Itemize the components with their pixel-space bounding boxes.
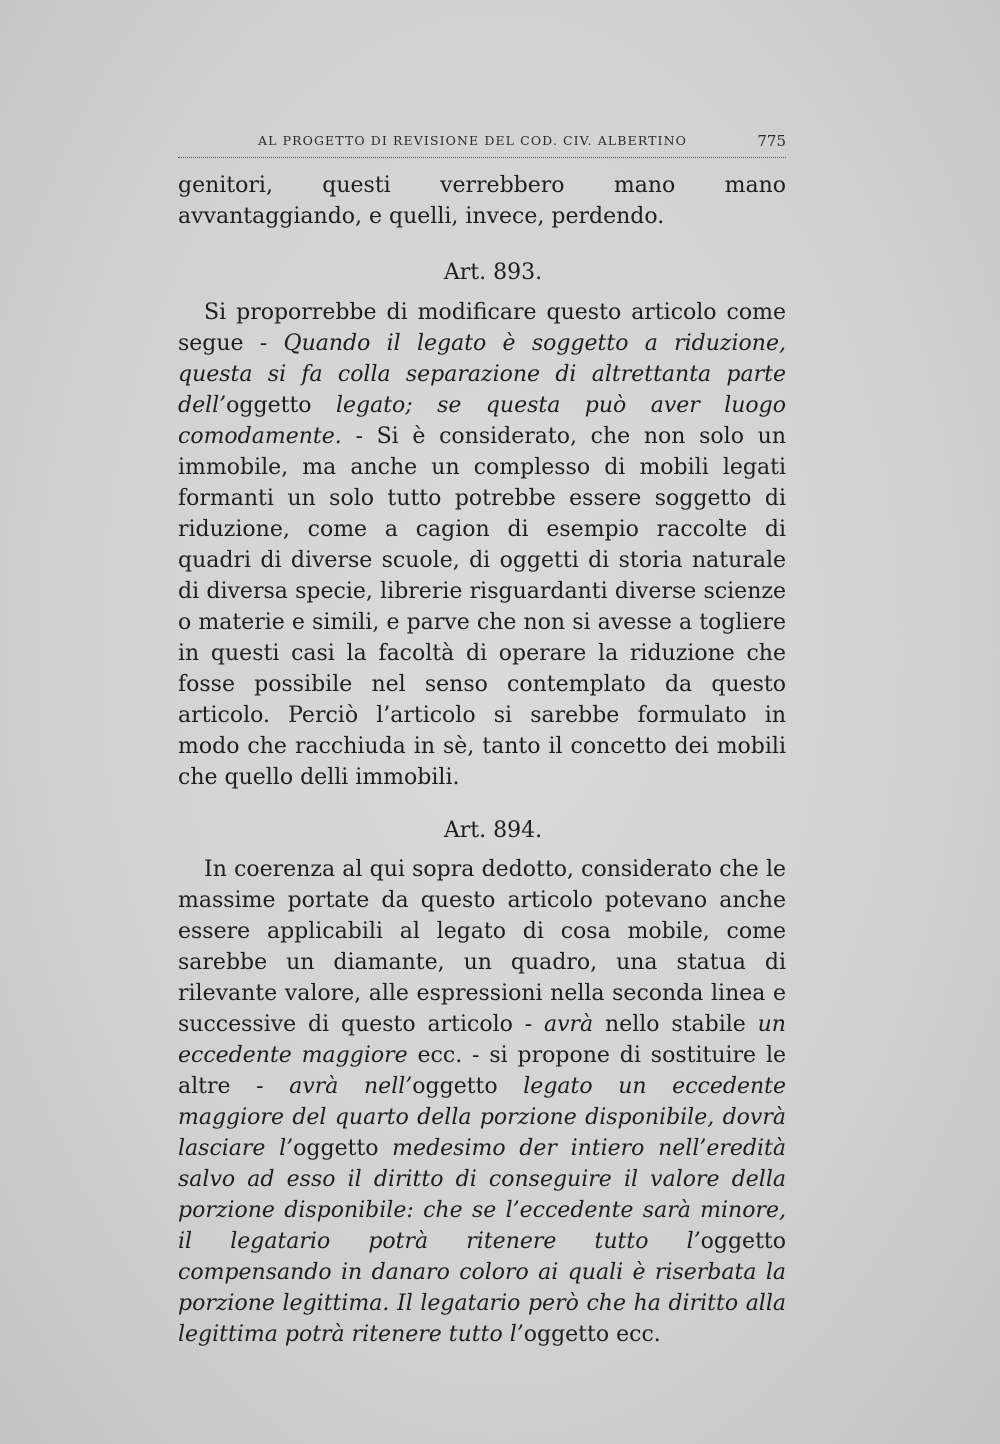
text-run: ecc.: [609, 1322, 661, 1347]
italic-run: un eccedente maggiore: [178, 1012, 786, 1068]
page-body: [178, 170, 786, 1350]
text-run: ecc. - si propone di sostituire le altre -: [178, 1043, 786, 1099]
text-run: oggetto: [700, 1229, 786, 1254]
running-title: AL PROGETTO DI REVISIONE DEL COD. CIV. ALBERTINO: [258, 133, 687, 148]
article-893-paragraph: [178, 297, 786, 793]
text-run: oggetto: [412, 1074, 498, 1099]
italic-run: Quando il legato è soggetto a riduzione, questa si fa colla separazione di altrettanta parte dell’: [178, 331, 786, 418]
italic-run: legato; se questa può aver luogo comodamente.: [178, 393, 786, 449]
running-header: [258, 133, 786, 148]
text-run: oggetto: [226, 393, 312, 418]
text-run: Si proporrebbe di modificare questo articolo come segue -: [178, 300, 786, 356]
intro-paragraph: genitori, questi verrebbero mano mano avvantaggiando, e quelli, invece, perdendo.: [178, 173, 786, 229]
text-run: nello stabile: [593, 1012, 758, 1037]
text-run: oggetto: [523, 1322, 610, 1347]
text-run: In coerenza al qui sopra dedotto, considerato che le massime portate da questo articolo potevano anche essere applicabili al legato di cosa mobile, come sarebbe un diamante, un quadro, una statua di rilevante valore, alle espressioni nella seconda linea e successive di questo articolo -: [178, 857, 786, 1037]
text-run: - Si è considerato, che non solo un immobile, ma anche un complesso di mobili legati formanti un solo tutto potrebbe essere soggetto di riduzione, come a cagion di esempio raccolte di quadri di diverse scuole, di oggetti di storia naturale di diversa specie, librerie risguardanti diverse scienze o materie e simili, e parve che non si avesse a togliere in questi casi la facoltà di operare la riduzione che fosse possibile nel senso contemplato da questo articolo. Perciò l’articolo si sarebbe formulato in modo che racchiuda in sè, tanto il concetto dei mobili che quello delli immobili.: [178, 424, 786, 790]
article-heading-893: Art. 893.: [443, 260, 543, 285]
article-heading-894: Art. 894.: [443, 818, 543, 843]
italic-run: legato un eccedente maggiore del quarto della porzione disponibile, dovrà lasciare l’: [178, 1074, 786, 1161]
article-894-paragraph: [178, 854, 786, 1350]
header-rule: [178, 157, 786, 158]
italic-run: avrà: [543, 1012, 594, 1037]
page-number: 775: [757, 132, 786, 150]
text-run: oggetto: [293, 1136, 379, 1161]
italic-run: avrà nell’: [289, 1074, 413, 1099]
italic-run: medesimo der intiero nell’eredità salvo ad esso il diritto di conseguire il valore della porzione disponibile: che se l’eccedente sarà minore, il legatario potrà ritenere tutto l’: [178, 1136, 786, 1254]
italic-run: compensando in danaro coloro ai quali è riserbata la porzione legittima. Il legatario però che ha diritto alla legittima potrà ritenere tutto l’: [178, 1260, 786, 1347]
